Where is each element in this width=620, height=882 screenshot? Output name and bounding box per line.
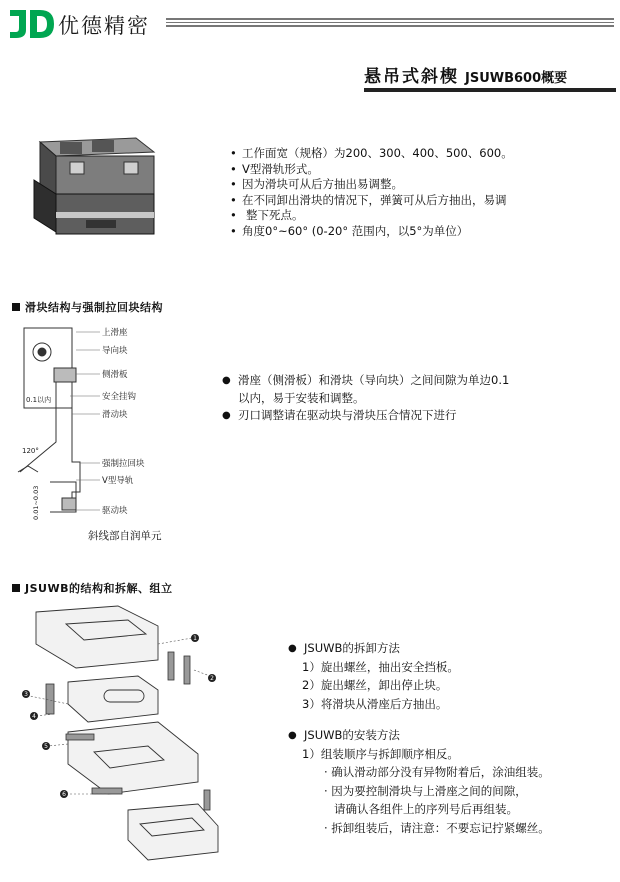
feature-item: • 因为滑块可从后方抽出易调整。 bbox=[230, 177, 590, 193]
feature-item: • 在不同卸出滑块的情况下，弹簧可从后方抽出，易调 bbox=[230, 193, 590, 209]
feature-item: • 工作面宽（规格）为200、300、400、500、600。 bbox=[230, 146, 590, 162]
feature-item: • V型滑轨形式。 bbox=[230, 162, 590, 178]
callout-5: 5 bbox=[44, 743, 48, 750]
callout-2: 2 bbox=[210, 675, 214, 682]
title-main: 悬吊式斜楔 bbox=[364, 67, 459, 87]
callout-3: 3 bbox=[24, 691, 28, 698]
product-image bbox=[26, 128, 158, 244]
page-title bbox=[364, 62, 616, 92]
diagram-caption: 斜线部自润单元 bbox=[88, 530, 162, 542]
dim-gap: 0.1以内 bbox=[26, 396, 52, 404]
install-step: 1）组装顺序与拆卸顺序相反。 bbox=[302, 746, 459, 761]
install-note-continued: 请确认各组件上的序列号后再组装。 bbox=[334, 802, 518, 816]
title-underline bbox=[364, 88, 616, 92]
install-note: · 确认滑动部分没有异物附着后，涂油组装。 bbox=[324, 765, 550, 779]
install-note: · 因为要控制滑块与上滑座之间的间隙， bbox=[324, 783, 527, 798]
feature-item-continued: 整下死点。 bbox=[246, 208, 304, 222]
note-item: ● 滑座（侧滑板）和滑块（导向块）之间间隙为单边0.1 bbox=[222, 372, 602, 390]
dim-vertical: 0.01~0.03 bbox=[32, 485, 40, 520]
header-rule bbox=[166, 18, 614, 30]
callout-6: 6 bbox=[62, 791, 66, 798]
label-upper-seat: 上滑座 bbox=[102, 328, 128, 338]
brand-name: 优德精密 bbox=[58, 14, 150, 38]
section-marker bbox=[12, 303, 20, 311]
assembly-instructions bbox=[288, 640, 608, 837]
slider-notes bbox=[222, 372, 602, 425]
exploded-view-diagram bbox=[8, 604, 234, 874]
disassembly-step: 1）旋出螺丝，抽出安全挡板。 bbox=[302, 659, 459, 674]
section-title-slider bbox=[12, 299, 163, 315]
feature-item bbox=[230, 208, 590, 224]
label-guide-block: 导向块 bbox=[102, 346, 128, 356]
section-marker bbox=[12, 584, 20, 592]
disassembly-title: ● JSUWB的拆卸方法 bbox=[288, 640, 608, 658]
callout-1: 1 bbox=[193, 635, 197, 642]
label-forced-return: 强制拉回块 bbox=[102, 459, 145, 469]
section-title-text: 滑块结构与强制拉回块结构 bbox=[25, 301, 163, 314]
install-note: · 拆卸组装后，请注意：不要忘记拧紧螺丝。 bbox=[324, 820, 550, 835]
section-title-text: JSUWB的结构和拆解、组立 bbox=[25, 582, 173, 595]
feature-list bbox=[230, 146, 590, 239]
dim-angle: 120° bbox=[22, 447, 39, 455]
disassembly-step: 3）将滑块从滑座后方抽出。 bbox=[302, 696, 448, 711]
label-v-rail: V型导轨 bbox=[102, 476, 134, 486]
disassembly-step: 2）旋出螺丝，卸出停止块。 bbox=[302, 678, 448, 692]
section-title-structure bbox=[12, 580, 172, 596]
label-safety-hook: 安全挂钩 bbox=[102, 392, 137, 402]
callout-4: 4 bbox=[32, 713, 36, 720]
slider-structure-diagram bbox=[10, 322, 190, 522]
note-item: ● 刃口调整请在驱动块与滑块压合情况下进行 bbox=[222, 407, 602, 425]
title-code: JSUWB600概要 bbox=[465, 71, 568, 86]
label-slide-block: 滑动块 bbox=[102, 410, 128, 420]
label-driver: 驱动块 bbox=[102, 506, 128, 516]
install-title: ● JSUWB的安装方法 bbox=[288, 727, 608, 745]
note-item-continued: 以内，易于安装和调整。 bbox=[238, 390, 365, 405]
jd-logo bbox=[8, 6, 58, 40]
feature-item: • 角度0°~60° (0-20° 范围内，以5°为单位） bbox=[230, 224, 590, 240]
label-side-plate: 侧滑板 bbox=[102, 370, 128, 380]
